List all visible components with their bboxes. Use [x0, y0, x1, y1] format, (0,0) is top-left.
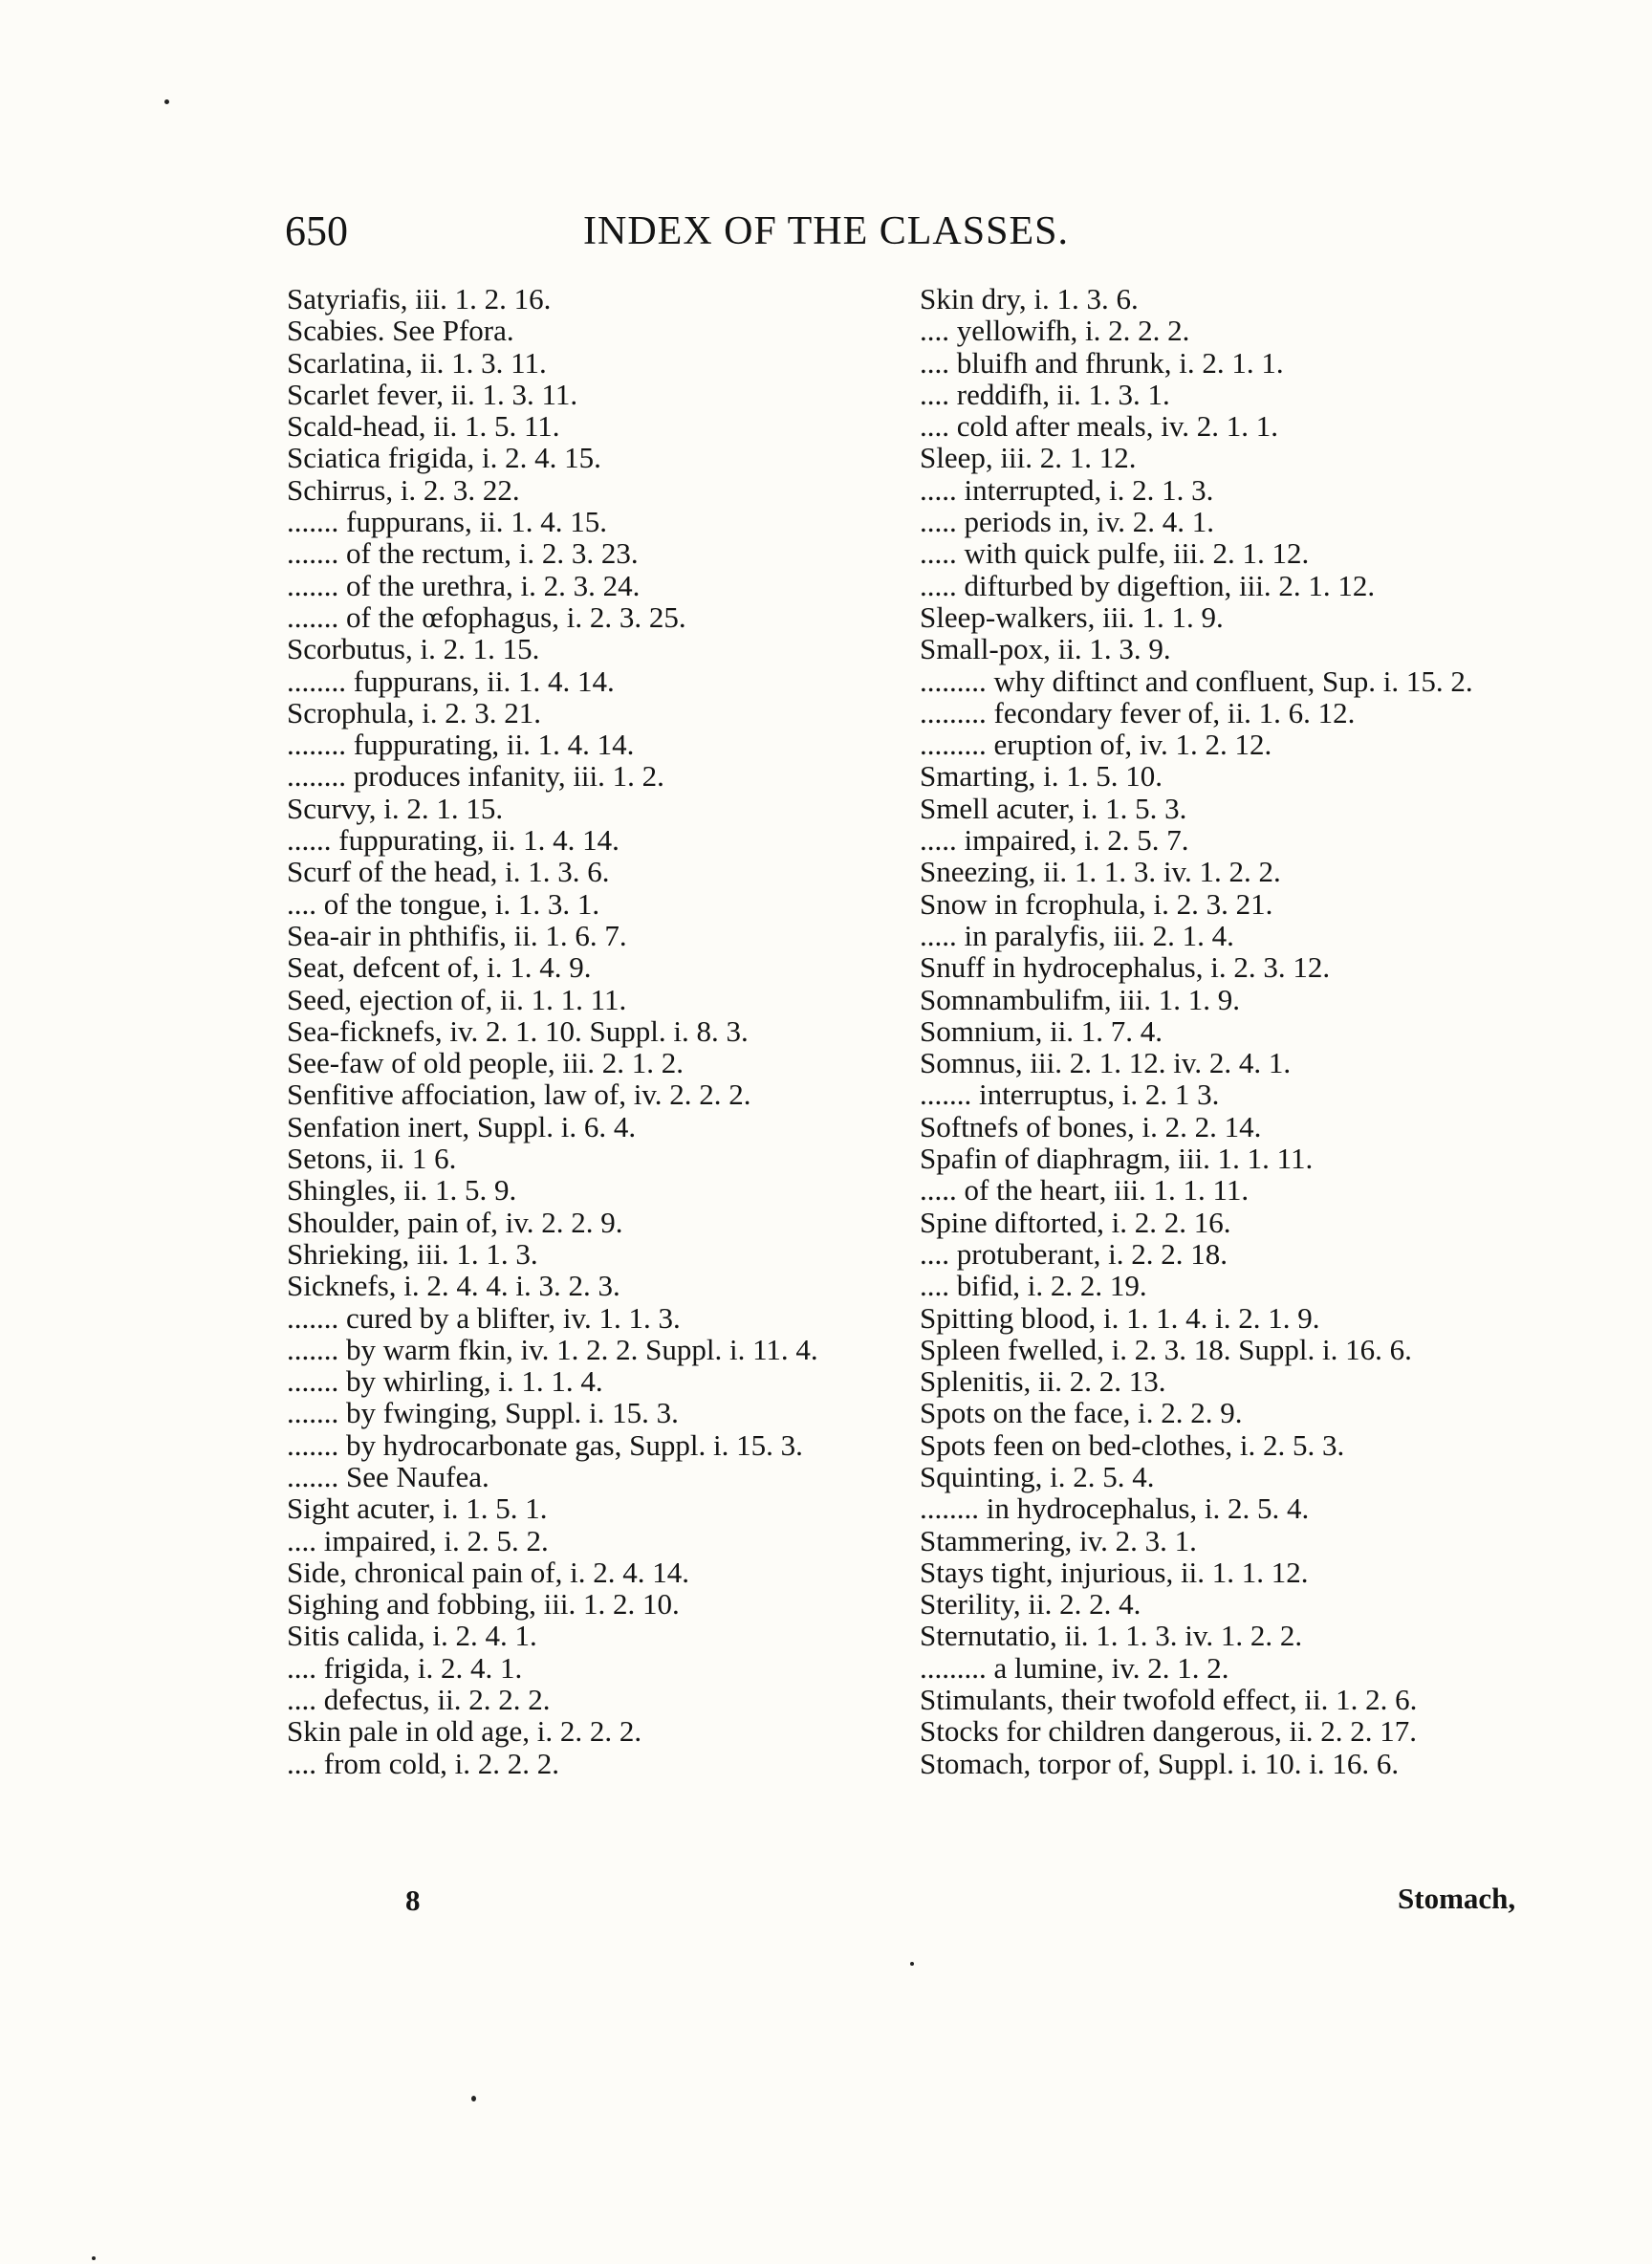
index-entry: Spleen fwelled, i. 2. 3. 18. Suppl. i. 16. 6. [920, 1332, 1412, 1366]
index-entry: Sciatica frigida, i. 2. 4. 15. [287, 441, 601, 475]
index-entry: Sight acuter, i. 1. 5. 1. [287, 1491, 548, 1526]
index-entry: Senfation inert, Suppl. i. 6. 4. [287, 1109, 637, 1143]
index-entry: Smarting, i. 1. 5. 10. [920, 759, 1163, 794]
index-entry: Seed, ejection of, ii. 1. 1. 11. [287, 982, 627, 1016]
index-entry: ..... of the heart, iii. 1. 1. 11. [920, 1173, 1250, 1208]
index-entry: ....... by warm fkin, iv. 1. 2. 2. Suppl. i. 11. 4. [287, 1332, 818, 1366]
index-entry: Scurvy, i. 2. 1. 15. [287, 791, 504, 825]
index-entry: Schirrus, i. 2. 3. 22. [287, 472, 520, 507]
index-entry: Seat, defcent of, i. 1. 4. 9. [287, 950, 592, 985]
index-entry: .... impaired, i. 2. 5. 2. [287, 1523, 549, 1557]
index-entry: ......... a lumine, iv. 2. 1. 2. [920, 1650, 1229, 1685]
index-entry: ..... with quick pulfe, iii. 2. 1. 12. [920, 536, 1310, 571]
index-entry: Squinting, i. 2. 5. 4. [920, 1459, 1155, 1493]
index-entry: Satyriafis, iii. 1. 2. 16. [287, 282, 552, 316]
index-entry: ......... why diftinct and confluent, Sup. i. 15. 2. [920, 664, 1473, 698]
index-entry: Shrieking, iii. 1. 1. 3. [287, 1236, 538, 1271]
index-entry: ....... of the urethra, i. 2. 3. 24. [287, 568, 641, 602]
index-entry: Sterility, ii. 2. 2. 4. [920, 1587, 1141, 1622]
index-entry: ........ produces infanity, iii. 1. 2. [287, 759, 664, 794]
index-column-left [287, 283, 860, 1779]
index-entry: Spots on the face, i. 2. 2. 9. [920, 1396, 1243, 1430]
index-entry: Scorbutus, i. 2. 1. 15. [287, 632, 540, 666]
index-entry: ....... interruptus, i. 2. 1 3. [920, 1078, 1220, 1112]
index-entry: ........ in hydrocephalus, i. 2. 5. 4. [920, 1491, 1310, 1526]
index-entry: Stomach, torpor of, Suppl. i. 10. i. 16. 6. [920, 1746, 1400, 1780]
index-entry: Setons, ii. 1 6. [287, 1142, 457, 1176]
index-entry: Shoulder, pain of, iv. 2. 2. 9. [287, 1205, 623, 1239]
index-entry: See-faw of old people, iii. 2. 1. 2. [287, 1046, 684, 1080]
index-entry: Stocks for children dangerous, ii. 2. 2. 17. [920, 1714, 1418, 1749]
index-entry: ...... fuppurating, ii. 1. 4. 14. [287, 823, 620, 858]
index-entry: .... bifid, i. 2. 2. 19. [920, 1269, 1147, 1303]
index-entry: ....... by fwinging, Suppl. i. 15. 3. [287, 1396, 679, 1430]
index-entry: ..... interrupted, i. 2. 1. 3. [920, 472, 1214, 507]
index-entry: .... protuberant, i. 2. 2. 18. [920, 1236, 1228, 1271]
index-entry: Spots feen on bed-clothes, i. 2. 5. 3. [920, 1427, 1345, 1462]
index-entry: ..... periods in, iv. 2. 4. 1. [920, 505, 1214, 539]
running-head: INDEX OF THE CLASSES. [583, 209, 1069, 253]
index-entry: ....... fuppurans, ii. 1. 4. 15. [287, 505, 607, 539]
index-entry: .... frigida, i. 2. 4. 1. [287, 1650, 523, 1685]
index-entry: ..... in paralyfis, iii. 2. 1. 4. [920, 918, 1234, 952]
index-entry: Sneezing, ii. 1. 1. 3. iv. 1. 2. 2. [920, 855, 1281, 889]
index-entry: Sleep-walkers, iii. 1. 1. 9. [920, 599, 1224, 634]
index-entry: .... from cold, i. 2. 2. 2. [287, 1746, 559, 1780]
index-entry: Sea-air in phthifis, ii. 1. 6. 7. [287, 918, 627, 952]
index-entry: Somnus, iii. 2. 1. 12. iv. 2. 4. 1. [920, 1046, 1292, 1080]
index-entry: ........ fuppurating, ii. 1. 4. 14. [287, 728, 635, 762]
index-entry: ....... by hydrocarbonate gas, Suppl. i. 15. 3. [287, 1427, 803, 1462]
index-entry: Sitis calida, i. 2. 4. 1. [287, 1619, 537, 1653]
index-entry: Scald-head, ii. 1. 5. 11. [287, 409, 560, 444]
index-entry: Scarlet fever, ii. 1. 3. 11. [287, 377, 578, 411]
index-entry: Side, chronical pain of, i. 2. 4. 14. [287, 1555, 689, 1589]
index-entry: Somnium, ii. 1. 7. 4. [920, 1013, 1163, 1048]
index-entry: ....... of the rectum, i. 2. 3. 23. [287, 536, 639, 571]
index-entry: Scurf of the head, i. 1. 3. 6. [287, 855, 610, 889]
index-entry: Sea-ficknefs, iv. 2. 1. 10. Suppl. i. 8. 3. [287, 1013, 749, 1048]
index-entry: Somnambulifm, iii. 1. 1. 9. [920, 982, 1240, 1016]
index-column-right [920, 283, 1532, 1779]
index-entry: Scabies. See Pfora. [287, 314, 514, 348]
signature-mark: 8 [405, 1883, 421, 1917]
index-entry: Sicknefs, i. 2. 4. 4. i. 3. 2. 3. [287, 1269, 620, 1303]
index-entry: Splenitis, ii. 2. 2. 13. [920, 1364, 1166, 1399]
index-entry: Softnefs of bones, i. 2. 2. 14. [920, 1109, 1262, 1143]
index-entry: Scrophula, i. 2. 3. 21. [287, 695, 542, 729]
index-entry: Spafin of diaphragm, iii. 1. 1. 11. [920, 1142, 1314, 1176]
index-entry: ....... cured by a blifter, iv. 1. 1. 3. [287, 1300, 681, 1335]
index-entry: ..... difturbed by digeftion, iii. 2. 1. 12. [920, 568, 1376, 602]
speck [471, 2096, 476, 2101]
index-entry: .... reddifh, ii. 1. 3. 1. [920, 377, 1170, 411]
index-entry: ......... eruption of, iv. 1. 2. 12. [920, 728, 1272, 762]
index-entry: ........ fuppurans, ii. 1. 4. 14. [287, 664, 615, 698]
index-entry: Sleep, iii. 2. 1. 12. [920, 441, 1137, 475]
index-entry: Sternutatio, ii. 1. 1. 3. iv. 1. 2. 2. [920, 1619, 1303, 1653]
index-entry: Stays tight, injurious, ii. 1. 1. 12. [920, 1555, 1309, 1589]
index-entry: Skin pale in old age, i. 2. 2. 2. [287, 1714, 642, 1749]
page-number: 650 [285, 207, 348, 254]
index-entry: .... yellowifh, i. 2. 2. 2. [920, 314, 1190, 348]
index-entry: ....... by whirling, i. 1. 1. 4. [287, 1364, 603, 1399]
index-entry: Scarlatina, ii. 1. 3. 11. [287, 345, 547, 380]
index-entry: .... cold after meals, iv. 2. 1. 1. [920, 409, 1279, 444]
index-entry: .... defectus, ii. 2. 2. 2. [287, 1683, 551, 1717]
index-entry: Senfitive affociation, law of, iv. 2. 2. 2. [287, 1078, 751, 1112]
index-entry: ..... impaired, i. 2. 5. 7. [920, 823, 1189, 858]
speck [164, 99, 169, 104]
index-entry: .... bluifh and fhrunk, i. 2. 1. 1. [920, 345, 1284, 380]
index-entry: Sighing and fobbing, iii. 1. 2. 10. [287, 1587, 680, 1622]
speck [92, 2256, 96, 2260]
index-entry: Spine diftorted, i. 2. 2. 16. [920, 1205, 1231, 1239]
index-entry: Snuff in hydrocephalus, i. 2. 3. 12. [920, 950, 1331, 985]
index-entry: ....... of the œfophagus, i. 2. 3. 25. [287, 599, 686, 634]
index-entry: Smell acuter, i. 1. 5. 3. [920, 791, 1187, 825]
index-entry: Stammering, iv. 2. 3. 1. [920, 1523, 1197, 1557]
index-entry: .... of the tongue, i. 1. 3. 1. [287, 886, 600, 921]
index-entry: Snow in fcrophula, i. 2. 3. 21. [920, 886, 1273, 921]
index-entry: Skin dry, i. 1. 3. 6. [920, 282, 1139, 316]
speck [910, 1962, 914, 1966]
index-entry: Shingles, ii. 1. 5. 9. [287, 1173, 517, 1208]
index-entry: ......... fecondary fever of, ii. 1. 6. 12. [920, 695, 1356, 729]
catchword: Stomach, [1398, 1882, 1516, 1915]
index-entry: Small-pox, ii. 1. 3. 9. [920, 632, 1171, 666]
index-entry: ....... See Naufea. [287, 1459, 489, 1493]
index-entry: Spitting blood, i. 1. 1. 4. i. 2. 1. 9. [920, 1300, 1320, 1335]
index-entry: Stimulants, their twofold effect, ii. 1. 2. 6. [920, 1683, 1418, 1717]
